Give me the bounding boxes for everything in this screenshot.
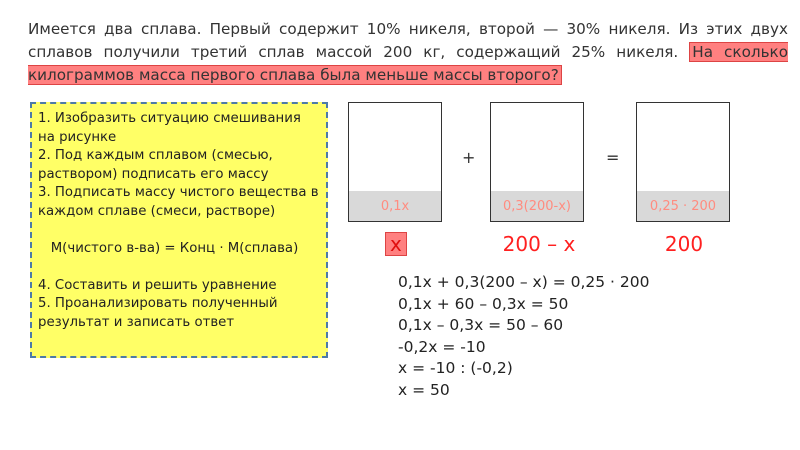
problem-statement [28,18,788,87]
step-4: 4. Составить и решить уравнение [38,277,277,293]
equation-line: -0,2х = -10 [398,337,486,356]
alloy-3-mass: 200 [664,232,704,256]
problem-text: Имеется два сплава. Первый содержит 10% никеля, второй — 30% никеля. Из этих двух сплавов получили третий сплав массой 200 кг, содержащий 25% никеля. [28,20,788,61]
plus-sign: + [462,148,476,167]
problem-question: На сколько килограммов масса первого сплава была меньше массы второго? [28,43,788,84]
alloy-1-substance: 0,1х [349,191,441,221]
alloy-2-substance: 0,3(200-х) [491,191,583,221]
equation-line: 0,1х + 60 – 0,3х = 50 [398,294,569,313]
step-1: 1. Изобразить ситуацию смешивания на рисунке [38,111,306,145]
equation-result: х = 50 [398,380,450,399]
step-spacer [38,221,320,240]
alloy-2-jar [490,102,584,222]
alloy-2-mass: 200 – х [502,232,576,256]
alloy-3-substance: 0,25 · 200 [637,191,729,221]
step-2: 2. Под каждым сплавом (смесью, раствором) подписать его массу [38,148,277,182]
alloy-1-jar [348,102,442,222]
equation-line: 0,1х + 0,3(200 – х) = 0,25 · 200 [398,273,650,291]
alloy-1-mass: х [385,232,407,256]
step-5: 5. Проанализировать полученный результат и записать ответ [38,296,282,330]
equals-sign: = [606,148,620,167]
equation-line: х = -10 : (-0,2) [398,359,513,377]
step-spacer [38,258,320,277]
step-3: 3. Подписать массу чистого вещества в каждом сплаве (смеси, растворе) [38,185,323,219]
solution-steps [398,272,650,401]
algorithm-steps-box [30,102,328,358]
equation-line: 0,1х – 0,3х = 50 – 60 [398,316,564,334]
alloy-3-jar [636,102,730,222]
step-formula: М(чистого в-ва) = Конц · М(сплава) [38,240,299,256]
